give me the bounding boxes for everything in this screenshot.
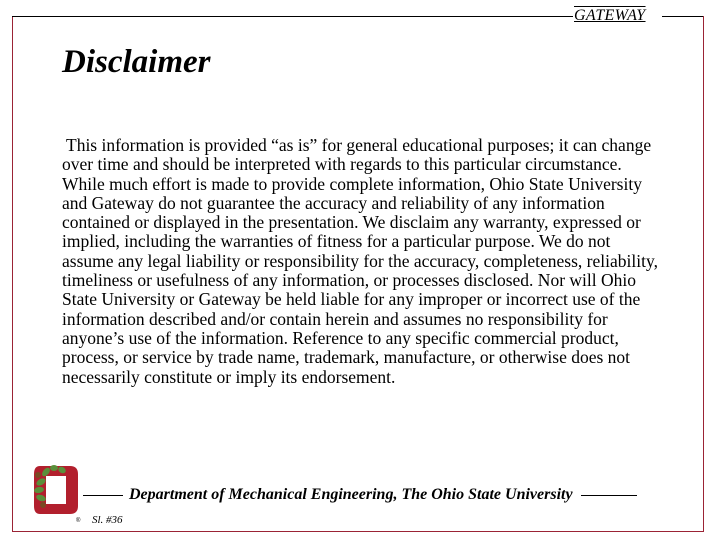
- slide-number: Sl. #36: [92, 514, 123, 526]
- gateway-brand: GATEWAY: [574, 7, 646, 24]
- ohio-state-block-o-logo-icon: [32, 458, 84, 524]
- footer-rule-right: [581, 495, 637, 496]
- header-rule-right: [662, 16, 703, 17]
- footer-rule-left: [83, 495, 123, 496]
- footer: [83, 486, 689, 504]
- svg-text:®: ®: [76, 518, 81, 524]
- page-title: Disclaimer: [62, 44, 211, 80]
- department-label: Department of Mechanical Engineering, The Ohio State University: [129, 486, 573, 503]
- header-rule-left: [12, 16, 573, 17]
- disclaimer-body: This information is provided “as is” for general educational purposes; it can change over time and should be interpreted with regards to this particular circumstance. While much effort is made to provide complete information, Ohio State University and Gateway do not guarantee the accuracy and reliability of any information contained or displayed in the presentation. We disclaim any warranty, expressed or implied, including the warranties of fitness for a particular purpose. We do not assume any legal liability or responsibility for the accuracy, completeness, reliability, timeliness or usefulness of any information, or processes disclosed. Nor will Ohio State University or Gateway be held liable for any improper or incorrect use of the information described and/or contain herein and assumes no responsibility for anyone’s use of the information. Reference to any specific commercial product, process, or service by trade name, trademark, manufacture, or otherwise does not necessarily constitute or imply its endorsement.: [62, 135, 658, 387]
